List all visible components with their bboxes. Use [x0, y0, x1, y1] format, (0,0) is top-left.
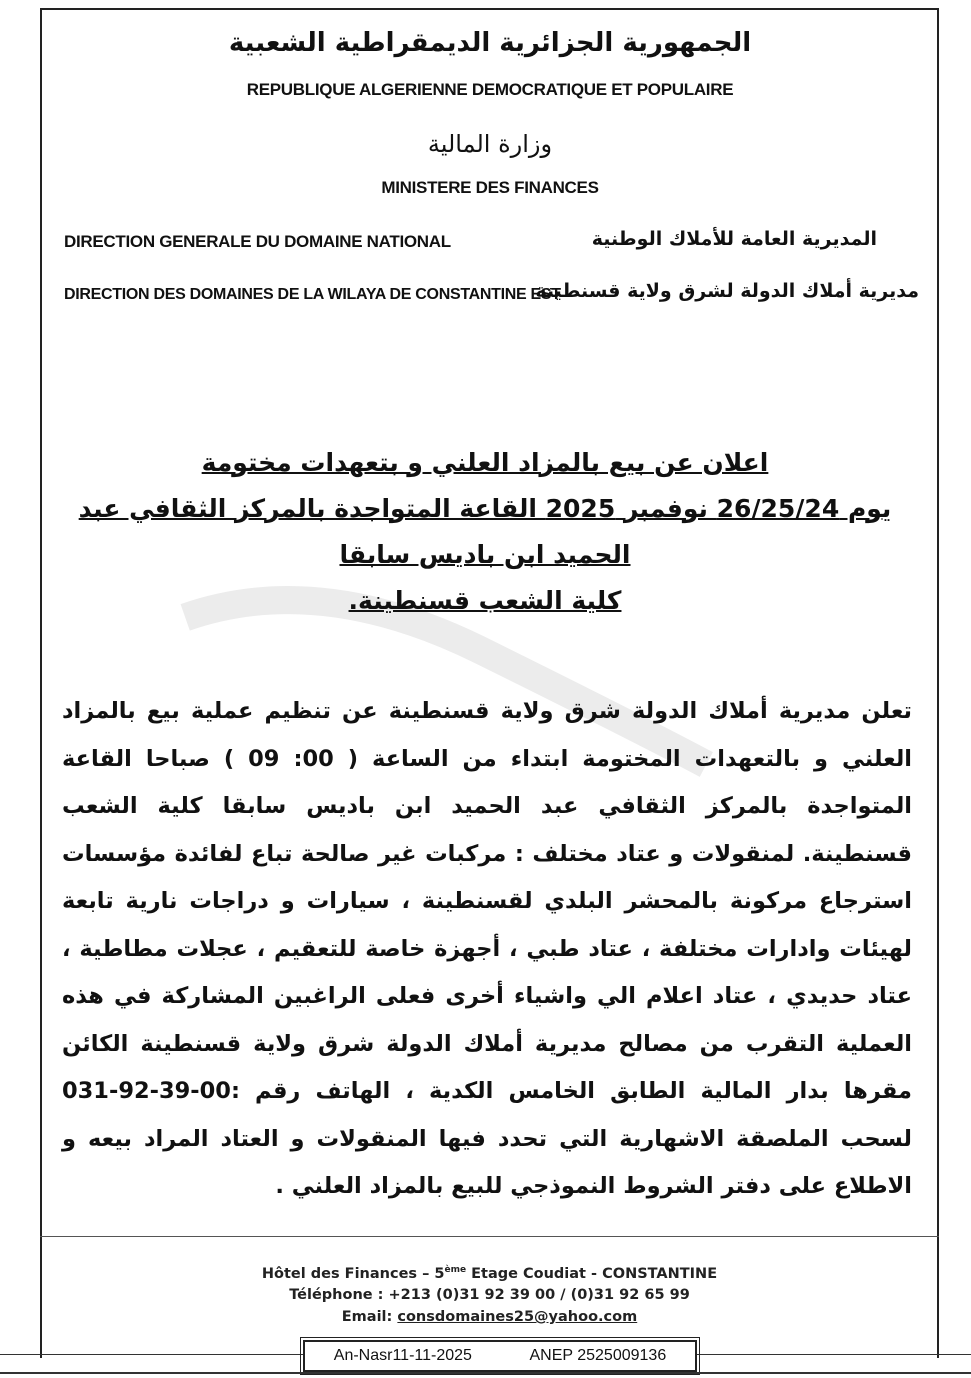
- arabic-ministry-title: وزارة المالية: [427, 130, 553, 158]
- arabic-direction-domaines: مديرية أملاك الدولة لشرق ولاية قسنطينة: [535, 280, 919, 302]
- title-line-3: كلية الشعب قسنطينة.: [348, 586, 622, 615]
- publication-stamp: [303, 1340, 697, 1372]
- stamp-rule-right: [697, 1354, 971, 1355]
- announcement-title: [60, 440, 910, 624]
- footer-address-suffix: Etage Coudiat - CONSTANTINE: [466, 1265, 718, 1282]
- footer-phone: Téléphone : +213 (0)31 92 39 00 / (0)31 92 65 99: [289, 1287, 690, 1303]
- footer-email-line: [40, 1309, 939, 1325]
- title-line-2: يوم 26/25/24 نوفمبر 2025 القاعة المتواجدة بالمركز الثقافي عبد الحميد ابن باديس سابقا: [78, 494, 892, 569]
- stamp-rule-left: [0, 1354, 303, 1355]
- footer-address-sup: ème: [444, 1265, 467, 1275]
- announcement-body: تعلن مديرية أملاك الدولة شرق ولاية قسنطينة عن تنظيم عملية بيع بالمزاد العلني و بالتعهدات المختومة ابتداء من الساعة ( 00: 09 ) صباحا القاعة المتواجدة بالمركز الثقافي عبد الحميد ابن باديس سابقا كلية الشعب قسنطينة. لمنقولات و عتاد مختلف : مركبات غير صالحة تباع لفائدة مؤسسات استرجاع مركونة بالمحشر البلدي لقسنطينة ، سيارات و دراجات نارية تابعة لهيئات وادارات مختلفة ، عتاد طبي ، أجهزة خاصة للتعقيم ، عجلات مطاطية ، عتاد حديدي ، عتاد اعلام الي واشياء أخرى فعلى الراغبين المشاركة في هذه العملية التقرب من مصالح مديرية أملاك الدولة شرق ولاية قسنطينة الكائن مقرها بدار المالية الطابق الخامس الكدية ، الهاتف رقم :00-39-92-031 لسحب الملصقة الاشهارية التي تحدد فيها المنقولات و العتاد المراد بيعه و الاطلاع على دفتر الشروط النموذجي للبيع بالمزاد العلني .: [62, 698, 912, 1199]
- footer-email-label: Email:: [341, 1309, 398, 1325]
- stamp-newspaper: An-Nasr11-11-2025: [333, 1347, 472, 1364]
- frame-top-border: [40, 8, 939, 10]
- french-republic-title: REPUBLIQUE ALGERIENNE DEMOCRATIQUE ET POPULAIRE: [246, 80, 734, 99]
- footer-divider: [40, 1236, 939, 1237]
- arabic-direction-generale: المديرية العامة للأملاك الوطنية: [591, 228, 877, 250]
- french-direction-domaines: DIRECTION DES DOMAINES DE LA WILAYA DE CONSTANTINE EST: [64, 286, 561, 303]
- footer-email-link[interactable]: consdomaines25@yahoo.com: [397, 1309, 638, 1325]
- stamp-anep: ANEP 2525009136: [529, 1347, 667, 1364]
- frame-left-border: [40, 8, 42, 1358]
- footer-address-prefix: Hôtel des Finances – 5: [261, 1265, 445, 1282]
- bottom-rule: [0, 1372, 971, 1374]
- arabic-republic-title: الجمهورية الجزائرية الديمقراطية الشعبية: [228, 28, 752, 58]
- french-direction-generale: DIRECTION GENERALE DU DOMAINE NATIONAL: [64, 232, 451, 251]
- title-line-1: اعلان عن بيع بالمزاد العلني و بتعهدات مختومة: [201, 448, 769, 477]
- french-ministry-title: MINISTERE DES FINANCES: [381, 178, 599, 197]
- footer-address: [40, 1265, 939, 1282]
- frame-right-border: [937, 8, 939, 1358]
